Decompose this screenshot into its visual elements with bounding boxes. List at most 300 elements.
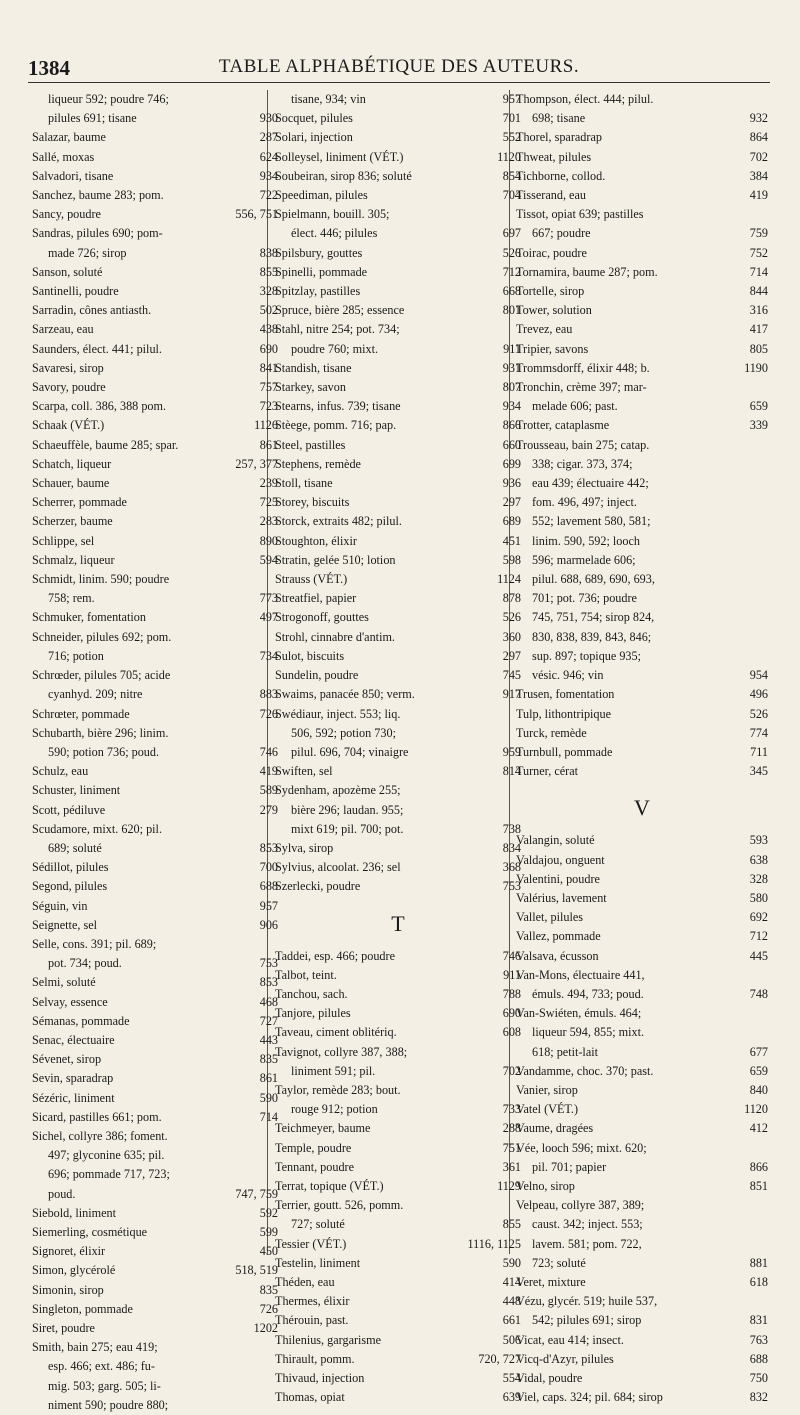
index-entry (275, 839, 521, 858)
index-entry (275, 224, 521, 243)
entry-text: pilul. 688, 689, 690, 693, (532, 572, 655, 587)
index-entry (32, 205, 278, 224)
index-entry (32, 378, 278, 397)
page-reference: 677 (749, 1044, 768, 1059)
index-column-1 (32, 90, 278, 1415)
index-entry (275, 1331, 521, 1350)
entry-text: Simonin, sirop (32, 1282, 104, 1297)
index-entry (275, 608, 521, 627)
page-reference: 840 (749, 1082, 768, 1097)
entry-text: Turner, cérat (516, 764, 579, 779)
index-entry (275, 1158, 521, 1177)
index-entry (516, 167, 768, 186)
entry-text: Strogonoff, gouttes (275, 610, 369, 625)
page-reference: 239 (259, 476, 278, 491)
index-entry (275, 263, 521, 282)
page-reference: 959 (502, 744, 521, 759)
page-number: 1384 (28, 56, 70, 80)
page-reference: 468 (259, 994, 278, 1009)
index-entry (275, 205, 521, 224)
page-reference: 283 (259, 514, 278, 529)
page-reference: 746 (259, 744, 278, 759)
index-entry (32, 781, 278, 800)
entry-text: Standish, tisane (275, 360, 352, 375)
entry-text: Solari, injection (275, 130, 353, 145)
index-entry (516, 1254, 768, 1273)
index-entry (516, 1369, 768, 1388)
entry-text: sup. 897; topique 935; (532, 648, 642, 663)
entry-text: Sévenet, sirop (32, 1052, 102, 1067)
entry-text: Stephens, remède (275, 456, 361, 471)
index-entry (275, 1273, 521, 1292)
index-entry (275, 781, 521, 800)
entry-text: Vicat, eau 414; insect. (516, 1332, 624, 1347)
page-reference: 700 (259, 860, 278, 875)
page-reference: 773 (259, 591, 278, 606)
entry-text: Strohl, cinnabre d'antim. (275, 629, 395, 644)
page-reference: 556, 751 (235, 207, 278, 222)
index-entry (32, 1242, 278, 1261)
entry-text: Vallez, pommade (516, 929, 601, 944)
page-reference: 360 (502, 629, 521, 644)
entry-text: Vidal, poudre (516, 1371, 583, 1385)
index-entry (516, 1177, 768, 1196)
index-entry (275, 416, 521, 435)
index-entry (32, 340, 278, 359)
page-reference: 257, 377 (235, 456, 278, 471)
page-reference: 714 (259, 1109, 278, 1124)
entry-text: Thérouin, past. (275, 1313, 349, 1328)
entry-text: Sézéric, liniment (32, 1090, 115, 1105)
page-reference: 419 (259, 764, 278, 779)
entry-text: Scherzer, baume (32, 514, 113, 529)
page-reference: 835 (259, 1052, 278, 1067)
entry-text: Senac, électuaire (32, 1032, 115, 1047)
entry-text: Sulot, biscuits (275, 648, 345, 663)
page-reference: 911 (503, 967, 521, 982)
entry-text: mixt 619; pil. 700; pot. (291, 821, 404, 836)
index-entry (32, 90, 278, 109)
entry-text: Tissot, opiat 639; pastilles (516, 207, 644, 222)
entry-text: Tripier, savons (516, 341, 589, 356)
entry-text: Taddei, esp. 466; poudre (275, 948, 395, 963)
page-reference: 911 (503, 341, 521, 356)
page-reference: 450 (259, 1244, 278, 1259)
index-entry (32, 1165, 278, 1184)
index-entry (32, 1204, 278, 1223)
page-reference: 608 (502, 1025, 521, 1040)
index-entry (32, 263, 278, 282)
index-entry (516, 570, 768, 589)
entry-text: Tanjore, pilules (275, 1006, 351, 1021)
index-entry (32, 647, 278, 666)
index-entry (516, 666, 768, 685)
entry-text: Sancy, poudre (32, 207, 101, 222)
page-reference: 834 (502, 840, 521, 855)
index-entry (516, 966, 768, 985)
index-entry (32, 397, 278, 416)
entry-text: Savory, poudre (32, 380, 106, 395)
entry-text: 745, 751, 754; sirop 824, (532, 610, 655, 625)
index-entry (32, 1338, 278, 1357)
page-reference: 328 (259, 284, 278, 299)
entry-text: Sandras, pilules 690; pom- (32, 226, 163, 241)
page-reference: 814 (502, 764, 521, 779)
page-reference: 701 (502, 111, 521, 126)
entry-text: Viel, caps. 324; pil. 684; sirop (516, 1390, 663, 1405)
page-reference: 692 (749, 910, 768, 925)
index-entry (32, 762, 278, 781)
index-entry (275, 947, 521, 966)
entry-text: Schlippe, sel (32, 533, 95, 548)
index-entry (516, 186, 768, 205)
entry-text: Socquet, pilules (275, 111, 353, 126)
entry-text: pot. 734; poud. (48, 956, 122, 971)
entry-text: Stratin, gelée 510; lotion (275, 552, 396, 567)
index-entry (516, 1235, 768, 1254)
entry-text: Storck, extraits 482; pilul. (275, 514, 402, 529)
page-reference: 748 (749, 986, 768, 1001)
entry-text: Signoret, élixir (32, 1244, 106, 1259)
page-reference: 866 (502, 418, 521, 433)
entry-text: Sarradin, cônes antiasth. (32, 303, 152, 318)
page-reference: 668 (502, 284, 521, 299)
page-reference: 932 (749, 111, 768, 126)
page-reference: 917 (502, 687, 521, 702)
entry-text: Tanchou, sach. (275, 986, 348, 1001)
index-entry (516, 589, 768, 608)
page-reference: 727 (259, 1013, 278, 1028)
page-reference: 702 (502, 1063, 521, 1078)
entry-text: Teichmeyer, baume (275, 1121, 371, 1136)
index-entry (275, 1081, 521, 1100)
index-entry (32, 589, 278, 608)
page-reference: 831 (749, 1313, 768, 1328)
index-entry (275, 1119, 521, 1138)
entry-text: Vatel (VÉT.) (516, 1102, 579, 1117)
page-reference: 699 (502, 456, 521, 471)
index-entry (32, 570, 278, 589)
entry-text: Savaresi, sirop (32, 360, 104, 375)
page-reference: 659 (749, 399, 768, 414)
entry-text: 596; marmelade 606; (532, 552, 636, 567)
entry-text: liniment 591; pil. (291, 1063, 376, 1078)
entry-text: Swiften, sel (275, 764, 333, 779)
entry-text: Selle, cons. 391; pil. 689; (32, 936, 157, 951)
entry-text: Stèege, pomm. 716; pap. (275, 418, 397, 433)
index-entry (516, 743, 768, 762)
index-entry (32, 1319, 278, 1338)
entry-text: 830, 838, 839, 843, 846; (532, 629, 652, 644)
index-entry (516, 1292, 768, 1311)
index-entry (275, 801, 521, 820)
entry-text: Stoll, tisane (275, 476, 333, 491)
index-entry (516, 244, 768, 263)
entry-text: Séguin, vin (32, 898, 88, 913)
index-entry (516, 1388, 768, 1407)
entry-text: cyanhyd. 209; nitre (48, 687, 143, 702)
entry-text: Stahl, nitre 254; pot. 734; (275, 322, 400, 337)
page-reference: 339 (749, 418, 768, 433)
page-reference: 618 (749, 1274, 768, 1289)
index-entry (275, 320, 521, 339)
index-entry (275, 186, 521, 205)
page-reference: 412 (749, 1121, 768, 1136)
page-reference: 747, 759 (235, 1186, 278, 1201)
index-entry (516, 705, 768, 724)
page-reference: 287 (259, 130, 278, 145)
entry-text: Valdajou, onguent (516, 852, 605, 867)
index-entry (516, 927, 768, 946)
index-entry (516, 889, 768, 908)
page-reference: 497 (259, 610, 278, 625)
index-entry (32, 1146, 278, 1165)
page-reference: 445 (749, 948, 768, 963)
page-reference: 763 (749, 1332, 768, 1347)
index-entry (275, 705, 521, 724)
page-reference: 661 (502, 1313, 521, 1328)
index-entry (32, 244, 278, 263)
page-reference: 759 (749, 226, 768, 241)
entry-text: Sylva, sirop (275, 840, 334, 855)
page-reference: 417 (749, 322, 768, 337)
entry-text: Trusen, fomentation (516, 687, 615, 702)
entry-text: Terrier, goutt. 526, pomm. (275, 1198, 404, 1213)
index-entry (516, 493, 768, 512)
entry-text: Schmuker, fomentation (32, 610, 146, 625)
entry-text: poudre 760; mixt. (291, 341, 378, 356)
index-entry (32, 1261, 278, 1280)
page-reference: 345 (749, 764, 768, 779)
page-reference: 753 (502, 879, 521, 894)
entry-text: 338; cigar. 373, 374; (532, 456, 633, 471)
entry-text: Tisserand, eau (516, 188, 586, 203)
page-reference: 704 (502, 188, 521, 203)
index-entry (275, 512, 521, 531)
page-reference: 1120 (497, 149, 521, 164)
page-reference: 712 (749, 929, 768, 944)
page-reference: 711 (750, 744, 768, 759)
page-reference: 1190 (744, 360, 768, 375)
entry-text: Thermes, élixir (275, 1294, 350, 1309)
entry-text: Vicq-d'Azyr, pilules (516, 1351, 614, 1366)
entry-text: Steel, pastilles (275, 437, 346, 452)
entry-text: Scherrer, pommade (32, 495, 127, 510)
index-entry (516, 628, 768, 647)
index-entry (516, 1043, 768, 1062)
entry-text: Vallet, pilules (516, 910, 584, 925)
entry-text: Velno, sirop (516, 1178, 575, 1193)
entry-text: 723; soluté (532, 1255, 586, 1270)
entry-text: Schmidt, linim. 590; poudre (32, 572, 170, 587)
index-entry (275, 90, 521, 109)
index-entry (32, 301, 278, 320)
entry-text: Trommsdorff, élixir 448; b. (516, 360, 650, 375)
entry-text: Terrat, topique (VÉT.) (275, 1178, 384, 1193)
entry-text: Tronchin, crème 397; mar- (516, 380, 647, 395)
entry-text: Sydenham, apozème 255; (275, 783, 401, 798)
entry-text: Spilsbury, gouttes (275, 245, 363, 260)
entry-text: Starkey, savon (275, 380, 346, 395)
index-entry (32, 858, 278, 877)
entry-text: Talbot, teint. (275, 967, 337, 982)
index-entry (275, 474, 521, 493)
page-reference: 297 (502, 648, 521, 663)
entry-text: Schrœder, pilules 705; acide (32, 668, 171, 683)
entry-text: pil. 701; papier (532, 1159, 607, 1174)
index-entry (275, 532, 521, 551)
index-entry (32, 935, 278, 954)
entry-text: Vanier, sirop (516, 1082, 578, 1097)
entry-text: Solleysel, liniment (VÉT.) (275, 149, 404, 164)
page-reference: 702 (749, 149, 768, 164)
index-entry (32, 877, 278, 896)
index-entry (516, 831, 768, 850)
index-entry (516, 851, 768, 870)
page-reference: 297 (502, 495, 521, 510)
page-reference: 368 (502, 860, 521, 875)
page-reference: 593 (749, 833, 768, 848)
page-reference: 589 (259, 783, 278, 798)
page-reference: 598 (502, 552, 521, 567)
entry-text: Tichborne, collod. (516, 168, 606, 183)
index-entry (275, 340, 521, 359)
index-entry (275, 985, 521, 1004)
index-entry (32, 320, 278, 339)
index-entry (275, 1139, 521, 1158)
index-entry (32, 1127, 278, 1146)
index-entry (516, 1215, 768, 1234)
index-entry (32, 148, 278, 167)
index-entry (516, 1273, 768, 1292)
page-reference: 723 (259, 399, 278, 414)
page-reference: 866 (749, 1159, 768, 1174)
page-reference: 733 (502, 1102, 521, 1117)
index-entry (516, 1196, 768, 1215)
index-entry (516, 762, 768, 781)
entry-text: Vaume, dragées (516, 1121, 594, 1136)
entry-text: pilules 691; tisane (48, 111, 137, 126)
index-entry (275, 1292, 521, 1311)
index-entry (275, 551, 521, 570)
entry-text: 727; soluté (291, 1217, 345, 1232)
page-reference: 552 (502, 130, 521, 145)
index-entry (32, 1223, 278, 1242)
entry-text: Schmalz, liqueur (32, 552, 115, 567)
index-entry (275, 589, 521, 608)
page-reference: 599 (259, 1224, 278, 1239)
page-reference: 1126 (254, 418, 278, 433)
entry-text: Tavignot, collyre 387, 388; (275, 1044, 408, 1059)
index-entry (32, 1357, 278, 1376)
index-entry (275, 743, 521, 762)
entry-text: Soubeiran, sirop 836; soluté (275, 168, 412, 183)
page-reference: 526 (502, 245, 521, 260)
entry-text: Thweat, pilules (516, 149, 592, 164)
page-reference: 757 (259, 380, 278, 395)
entry-text: 552; lavement 580, 581; (532, 514, 651, 529)
index-entry (32, 705, 278, 724)
index-entry (32, 1185, 278, 1204)
index-entry (32, 724, 278, 743)
entry-text: Turnbull, pommade (516, 744, 613, 759)
page-reference: 688 (259, 879, 278, 894)
entry-text: 701; pot. 736; poudre (532, 591, 637, 606)
page-reference: 934 (259, 168, 278, 183)
page-reference: 688 (749, 1351, 768, 1366)
page-reference: 726 (259, 706, 278, 721)
index-entry (32, 1089, 278, 1108)
entry-text: Spruce, bière 285; essence (275, 303, 405, 318)
entry-text: Salazar, baume (32, 130, 106, 145)
page-reference: 502 (259, 303, 278, 318)
index-entry (516, 947, 768, 966)
index-entry (275, 128, 521, 147)
index-entry (516, 205, 768, 224)
index-entry (516, 474, 768, 493)
page-reference: 720, 727 (478, 1351, 521, 1366)
entry-text: Schneider, pilules 692; pom. (32, 629, 172, 644)
entry-text: Schuster, liniment (32, 783, 121, 798)
page-reference: 496 (749, 687, 768, 702)
entry-text: Testelin, liniment (275, 1255, 361, 1270)
index-entry (275, 666, 521, 685)
page-reference: 957 (259, 898, 278, 913)
index-entry (516, 455, 768, 474)
page-reference: 639 (502, 1390, 521, 1405)
index-entry (516, 1350, 768, 1369)
page-reference: 660 (502, 437, 521, 452)
index-entry (32, 628, 278, 647)
index-entry (275, 244, 521, 263)
entry-text: Strauss (VÉT.) (275, 572, 348, 587)
index-entry (275, 1215, 521, 1234)
entry-text: Toirac, poudre (516, 245, 587, 260)
entry-text: Sallé, moxas (32, 149, 95, 164)
entry-text: melade 606; past. (532, 399, 618, 414)
page-reference: 788 (502, 986, 521, 1001)
entry-text: élect. 446; pilules (291, 226, 378, 241)
entry-text: Tulp, lithontripique (516, 706, 612, 721)
index-entry (275, 167, 521, 186)
index-entry (516, 1062, 768, 1081)
index-entry (32, 512, 278, 531)
index-entry (32, 973, 278, 992)
entry-text: Valangin, soluté (516, 833, 595, 848)
page-reference: 957 (502, 92, 521, 106)
index-entry (32, 1377, 278, 1396)
index-entry (32, 1050, 278, 1069)
index-entry (516, 263, 768, 282)
entry-text: Vandamme, choc. 370; past. (516, 1063, 654, 1078)
page-reference: 936 (502, 476, 521, 491)
index-entry (32, 282, 278, 301)
entry-text: Tower, solution (516, 303, 592, 318)
index-column-3 (516, 90, 768, 1407)
index-entry (275, 1388, 521, 1407)
entry-text: Van-Swiéten, émuls. 464; (516, 1006, 642, 1021)
index-entry (32, 128, 278, 147)
index-entry (516, 685, 768, 704)
page-reference: 690 (259, 341, 278, 356)
index-entry (32, 685, 278, 704)
index-entry (275, 455, 521, 474)
index-entry (516, 109, 768, 128)
page-reference: 930 (259, 111, 278, 126)
entry-text: Szerlecki, poudre (275, 879, 361, 894)
page-reference: 518, 519 (235, 1263, 278, 1278)
entry-text: Trevez, eau (516, 322, 573, 337)
